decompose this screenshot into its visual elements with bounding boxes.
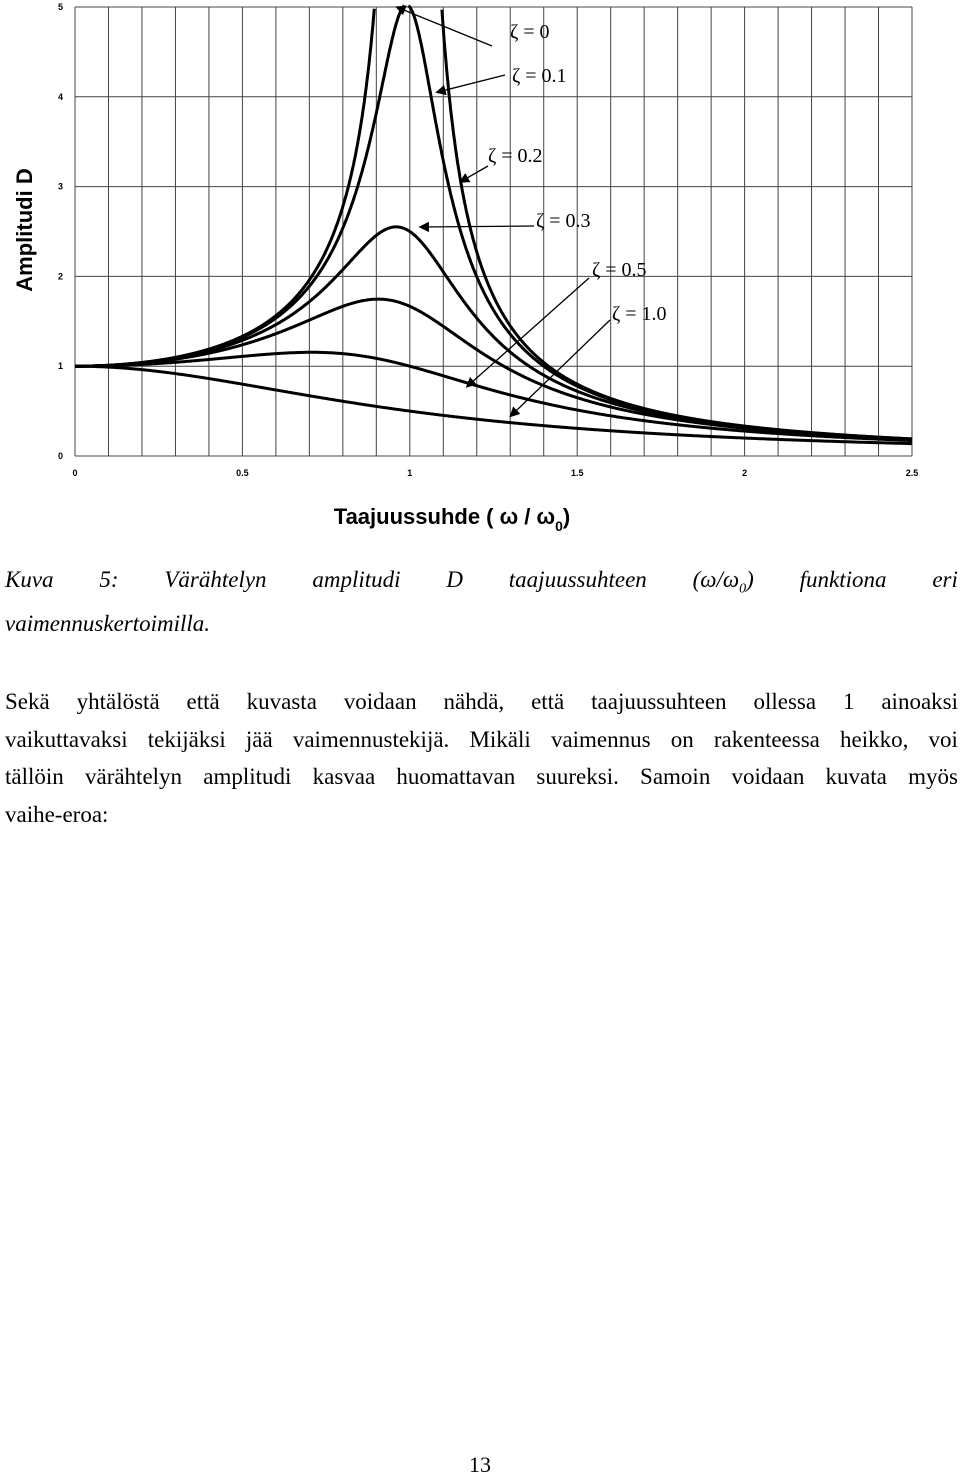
paragraph-line xyxy=(5,758,958,796)
paragraph-word: amplitudi xyxy=(203,764,292,790)
paragraph-word: kuvata xyxy=(825,764,887,790)
caption-word: eri xyxy=(932,567,958,592)
x-tick-label: 0 xyxy=(72,468,78,478)
paragraph-word: värähtelyn xyxy=(84,764,183,790)
paragraph-word: Sekä xyxy=(5,689,50,714)
paragraph-word: vaimennustekijä. xyxy=(292,726,450,752)
paragraph-word: jää xyxy=(245,726,273,752)
x-axis-label xyxy=(334,504,570,534)
figure-caption xyxy=(5,563,958,641)
series-line-0-1 xyxy=(75,6,912,440)
paragraph-word: voi xyxy=(928,726,958,752)
paragraph-word: on xyxy=(670,726,694,752)
series-line-0-2 xyxy=(75,227,912,439)
axis-ticks xyxy=(58,2,918,478)
curve-label-4: ζ = 0.5 xyxy=(592,259,647,281)
y-axis-label: Amplitudi D xyxy=(12,168,37,292)
paragraph-word: Mikäli xyxy=(469,726,531,752)
paragraph-line xyxy=(5,683,958,721)
paragraph-word: Samoin xyxy=(640,764,711,790)
paragraph-word: kasvaa xyxy=(312,764,376,790)
paragraph-word: voidaan xyxy=(731,764,805,790)
y-tick-label: 0 xyxy=(57,451,63,461)
paragraph-word: että xyxy=(531,689,565,714)
paragraph-word: tällöin xyxy=(5,764,64,790)
curve-label-0: ζ = 0 xyxy=(510,21,550,43)
curve-label-3: ζ = 0.3 xyxy=(536,210,591,232)
paragraph-word: että xyxy=(186,689,220,714)
paragraph-word: heikko, xyxy=(840,726,909,752)
paragraph-line xyxy=(5,721,958,759)
body-paragraph xyxy=(5,683,958,833)
x-tick-label: 0.5 xyxy=(236,468,249,478)
paragraph-word: suureksi. xyxy=(536,764,619,790)
chart-curves xyxy=(75,6,912,444)
paragraph-last-line: vaihe-eroa: xyxy=(5,801,109,827)
paragraph-word: yhtälöstä xyxy=(76,689,160,714)
y-tick-label: 3 xyxy=(57,181,63,192)
paragraph-word: ainoaksi xyxy=(881,689,958,714)
x-tick-label: 1 xyxy=(407,468,413,478)
caption-ratio-open: (ω/ω xyxy=(692,567,740,592)
paragraph-word: tekijäksi xyxy=(147,726,226,752)
x-tick-label: 2 xyxy=(742,468,748,478)
chart-grid xyxy=(75,7,912,456)
paragraph-word: nähdä, xyxy=(443,689,505,714)
paragraph-word: huomattavan xyxy=(396,764,516,790)
caption-word: Värähtelyn xyxy=(164,567,267,592)
caption-ratio xyxy=(693,563,754,607)
caption-word: Kuva xyxy=(5,567,54,592)
series-line-0 xyxy=(75,9,912,439)
page-number: 13 xyxy=(469,1452,491,1477)
x-tick-label: 2.5 xyxy=(905,468,919,478)
caption-line-2: vaimennuskertoimilla. xyxy=(5,610,211,636)
series-line-0-5 xyxy=(75,352,912,440)
caption-word: funktiona xyxy=(799,567,887,592)
x-axis-label-close: ) xyxy=(562,504,571,529)
caption-word: amplitudi xyxy=(312,567,401,592)
paragraph-word: vaimennus xyxy=(550,726,651,752)
x-axis-label-subscript: 0 xyxy=(555,518,563,534)
x-tick-label: 1.5 xyxy=(570,468,584,478)
paragraph-word: 1 xyxy=(842,689,855,714)
caption-ratio-subscript: 0 xyxy=(739,581,747,597)
caption-word: D xyxy=(446,567,463,592)
y-tick-label: 5 xyxy=(57,2,63,12)
annotation-arrow xyxy=(460,166,488,182)
paragraph-word: voidaan xyxy=(343,689,417,714)
curve-label-2: ζ = 0.2 xyxy=(488,145,543,167)
paragraph-word: rakenteessa xyxy=(713,726,820,752)
paragraph-word: myös xyxy=(908,764,958,790)
caption-word: taajuussuhteen xyxy=(508,567,647,592)
caption-line-1 xyxy=(5,563,958,607)
x-axis-label-main: Taajuussuhde ( ω / ω xyxy=(333,504,556,529)
paragraph-word: ollessa xyxy=(753,689,817,714)
paragraph-word: kuvasta xyxy=(246,689,317,714)
y-tick-label: 1 xyxy=(57,361,63,372)
curve-label-1: ζ = 0.1 xyxy=(512,65,567,87)
paragraph-word: taajuussuhteen xyxy=(591,689,727,714)
y-tick-label: 2 xyxy=(57,271,63,282)
paragraph-word: vaikuttavaksi xyxy=(5,726,128,752)
curve-label-5: ζ = 1.0 xyxy=(612,303,667,325)
caption-word: 5: xyxy=(99,567,119,592)
caption-ratio-close: ) xyxy=(746,567,754,592)
series-line-0-3 xyxy=(75,299,912,440)
y-tick-label: 4 xyxy=(57,91,63,102)
annotation-arrow xyxy=(420,226,534,227)
amplitude-chart xyxy=(0,0,960,545)
